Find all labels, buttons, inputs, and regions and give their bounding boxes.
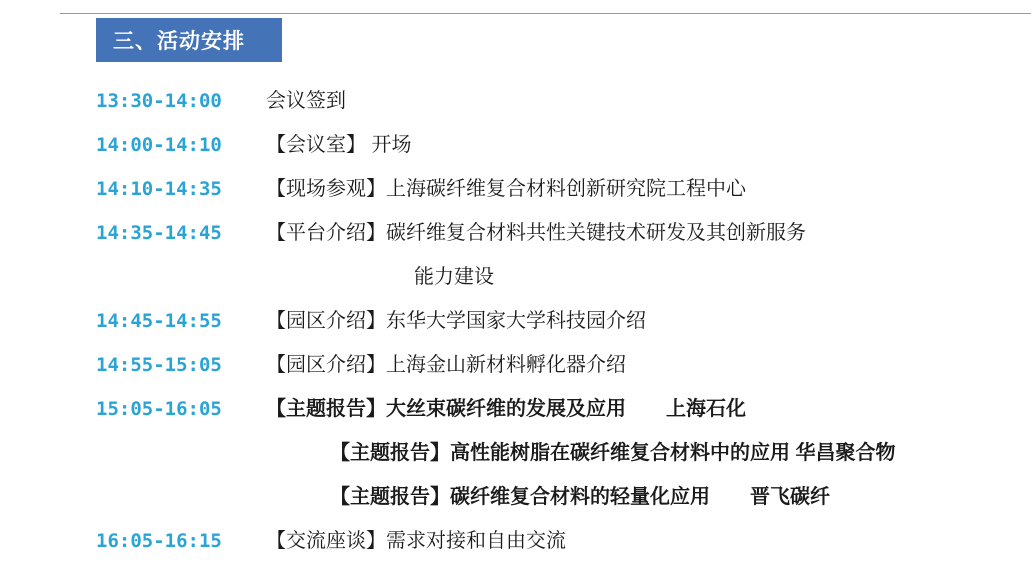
schedule-row-description: 能力建设: [414, 266, 494, 288]
schedule-row: [96, 480, 1011, 524]
top-divider: [60, 13, 1031, 14]
schedule-row: [96, 128, 1011, 172]
schedule-row-time: 14:45-14:55: [96, 310, 222, 332]
schedule-row-time: 14:00-14:10: [96, 134, 222, 156]
schedule-row-time: 15:05-16:05: [96, 398, 222, 420]
schedule-row: [96, 216, 1011, 260]
schedule-row-time: 14:35-14:45: [96, 222, 222, 244]
schedule-row-description: 【园区介绍】东华大学国家大学科技园介绍: [266, 310, 646, 332]
schedule-row: [96, 304, 1011, 348]
schedule-row: [96, 84, 1011, 128]
schedule-row-description: 【主题报告】碳纤维复合材料的轻量化应用 晋飞碳纤: [330, 486, 830, 508]
schedule-row-description: 【交流座谈】需求对接和自由交流: [266, 530, 566, 552]
section-heading-label: 三、活动安排: [113, 30, 245, 53]
schedule-list: [96, 84, 1011, 568]
schedule-row-description: 【主题报告】大丝束碳纤维的发展及应用 上海石化: [266, 398, 746, 420]
schedule-row-time: 14:55-15:05: [96, 354, 222, 376]
schedule-row-time: 14:10-14:35: [96, 178, 222, 200]
schedule-row: [96, 524, 1011, 568]
schedule-row-description: 【会议室】 开场: [266, 134, 412, 156]
schedule-row-description: 【园区介绍】上海金山新材料孵化器介绍: [266, 354, 626, 376]
schedule-row-description: 【现场参观】上海碳纤维复合材料创新研究院工程中心: [266, 178, 746, 200]
schedule-row: [96, 348, 1011, 392]
schedule-row: [96, 392, 1011, 436]
schedule-row-description: 【主题报告】高性能树脂在碳纤维复合材料中的应用 华昌聚合物: [330, 442, 896, 464]
schedule-row: [96, 172, 1011, 216]
schedule-row: [96, 436, 1011, 480]
schedule-row-time: 13:30-14:00: [96, 90, 222, 112]
schedule-row-description: 【平台介绍】碳纤维复合材料共性关键技术研发及其创新服务: [266, 222, 806, 244]
section-heading-tab: [96, 18, 282, 62]
schedule-row-time: 16:05-16:15: [96, 530, 222, 552]
schedule-row-description: 会议签到: [266, 90, 346, 112]
schedule-row: [96, 260, 1011, 304]
